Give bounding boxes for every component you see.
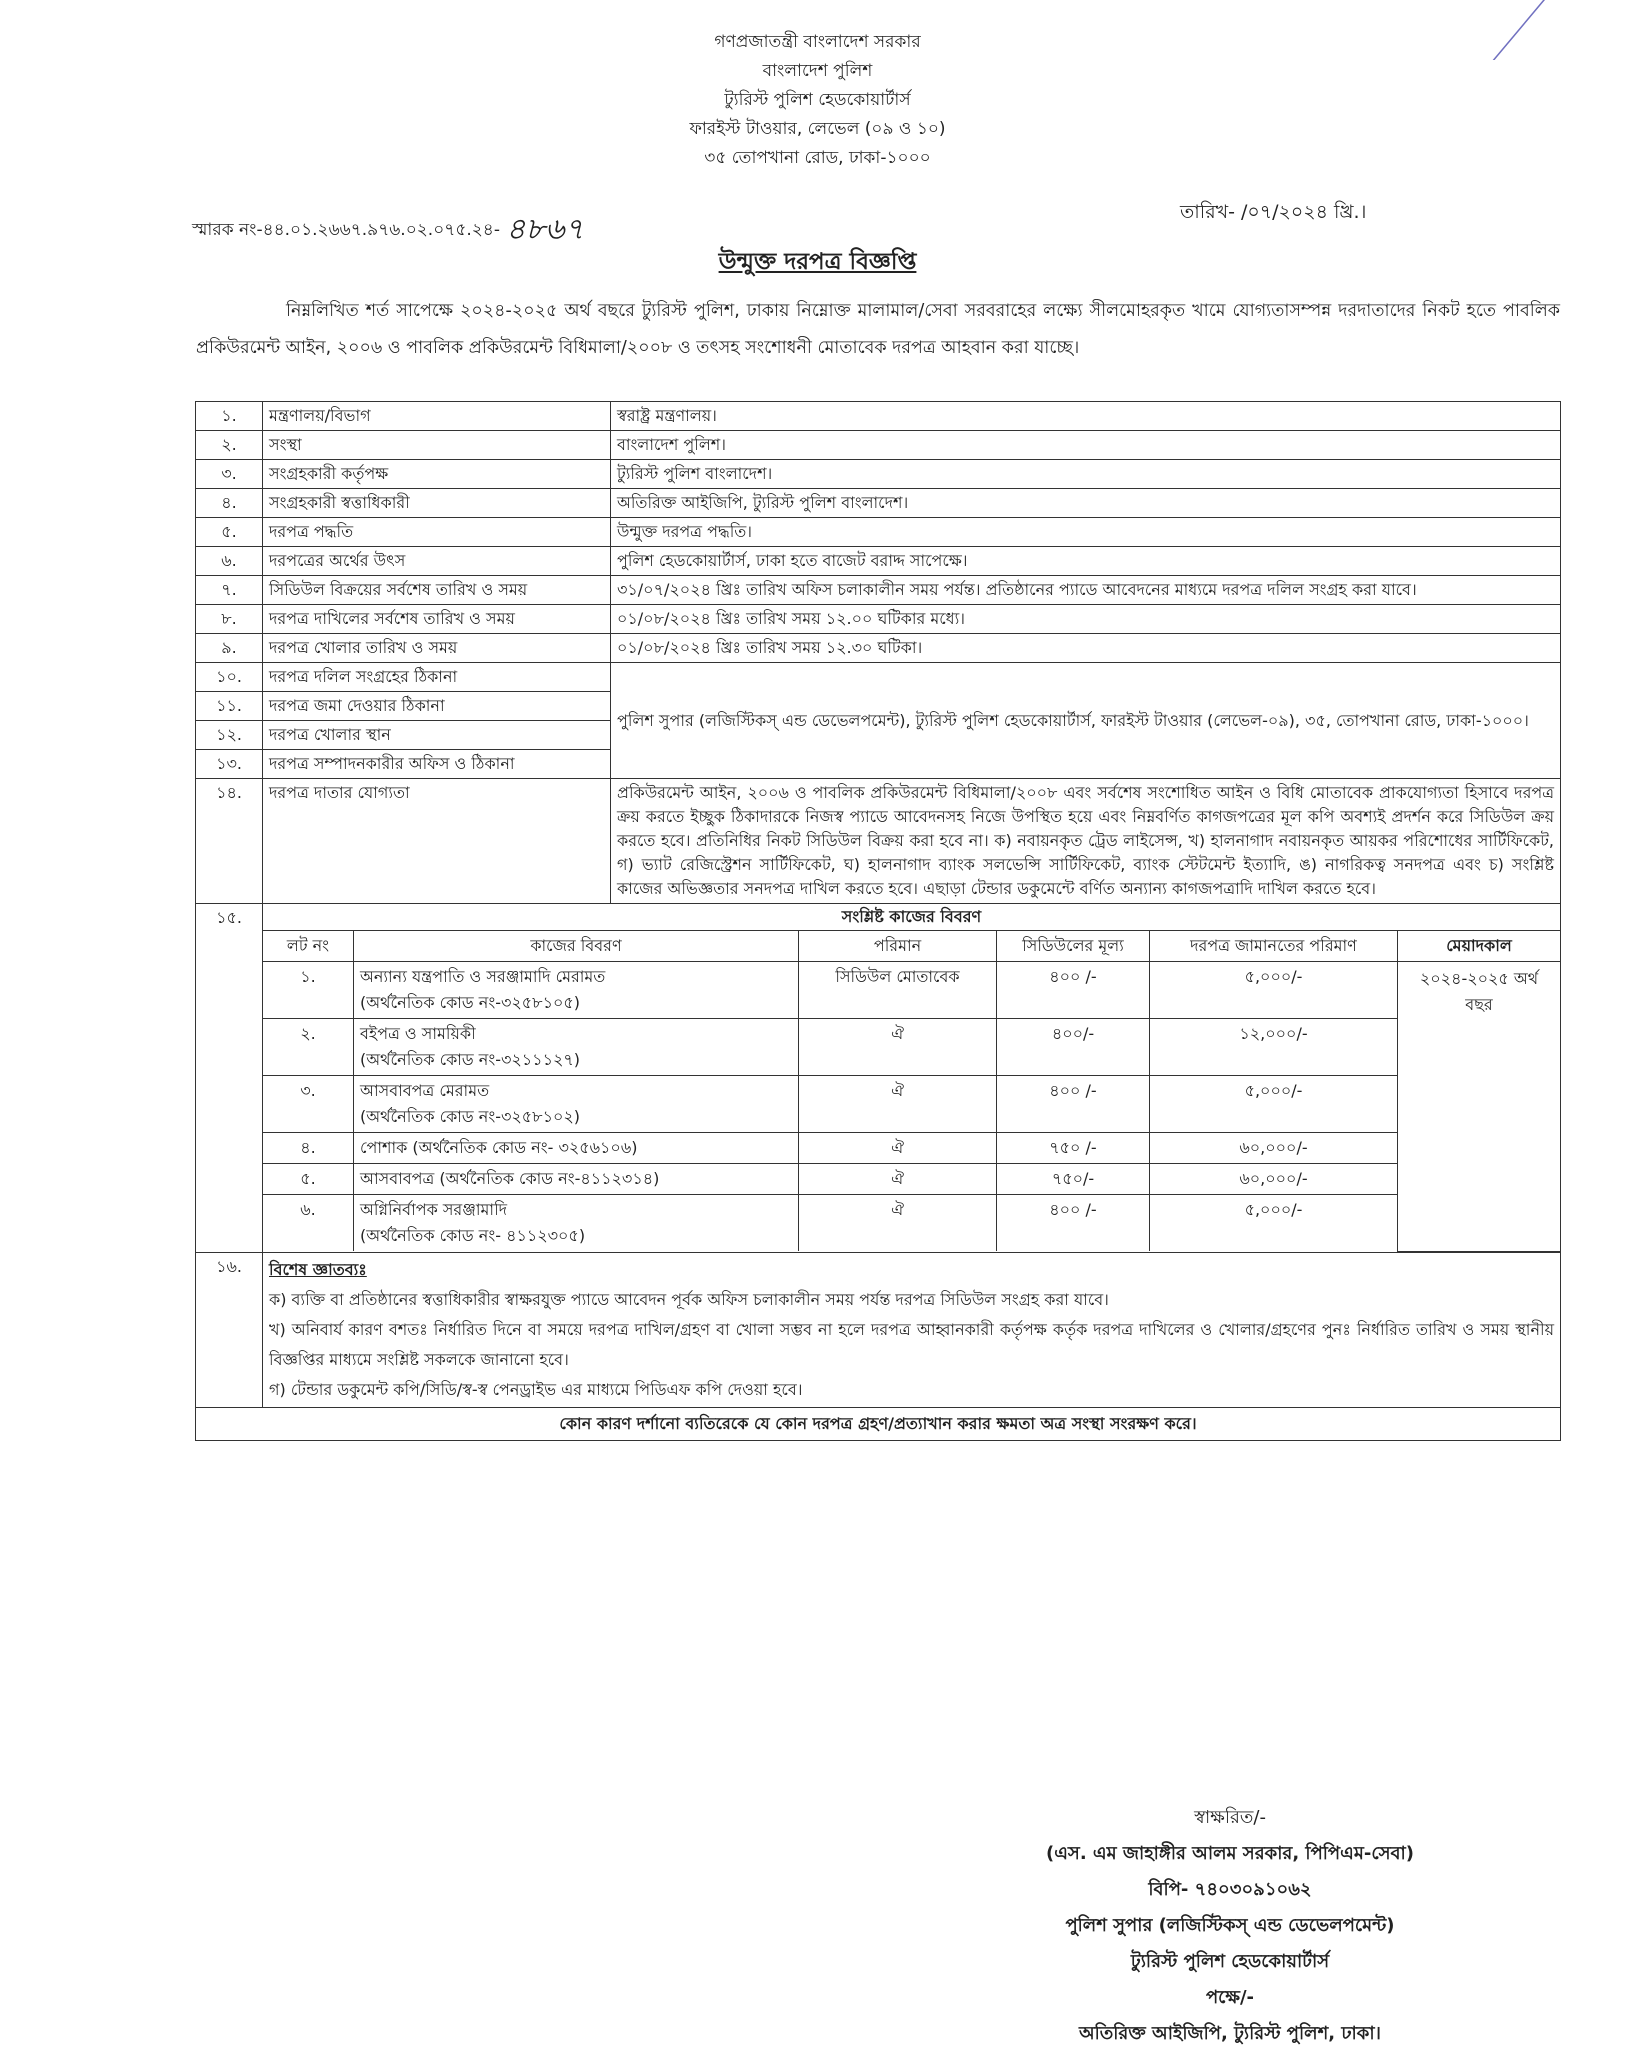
note-item: গ) টেন্ডার ডকুমেন্ট কপি/সিডি/স্ব-স্ব পেনড্রাইভ এর মাধ্যমে পিডিএফ কপি দেওয়া হবে।: [269, 1379, 803, 1399]
lot-schedule-price: ৪০০ /-: [997, 1195, 1150, 1252]
row-label: দরপত্র দাতার যোগ্যতা: [263, 779, 611, 904]
lot-table: [263, 931, 1560, 1252]
lot-economic-code: (অর্থনৈতিক কোড নং-৩২৫৮১০৫): [360, 993, 580, 1012]
on-behalf: পক্ষে/-: [1205, 1987, 1255, 2008]
row-number: ২.: [196, 431, 263, 460]
row-label: দরপত্র দলিল সংগ্রহের ঠিকানা: [263, 663, 611, 692]
row-number: ১৪.: [196, 779, 263, 904]
lot-number: ৫.: [263, 1164, 354, 1195]
row-number: ৭.: [196, 576, 263, 605]
info-row: [196, 402, 1561, 431]
row-number: ৬.: [196, 547, 263, 576]
row-number: ১৩.: [196, 750, 263, 779]
office-address: ৩৫ তোপখানা রোড, ঢাকা-১০০০: [704, 148, 931, 168]
lot-column-header: মেয়াদকাল: [1398, 931, 1561, 962]
info-row: [196, 460, 1561, 489]
row-value: ৩১/০৭/২০২৪ খ্রিঃ তারিখ অফিস চলাকালীন সময় পর্যন্ত। প্রতিষ্ঠানের প্যাডে আবেদনের মাধ্যমে দরপত্র দলিল সংগ্রহ করা যাবে।: [611, 576, 1561, 605]
row-value: ট্যুরিস্ট পুলিশ বাংলাদেশ।: [611, 460, 1561, 489]
lot-number: ৩.: [263, 1076, 354, 1133]
row-value: অতিরিক্ত আইজিপি, ট্যুরিস্ট পুলিশ বাংলাদেশ।: [611, 489, 1561, 518]
dept-name: বাংলাদেশ পুলিশ: [762, 61, 873, 81]
lot-economic-code: (অর্থনৈতিক কোড নং-৩২১১১২৭): [360, 1050, 580, 1069]
lot-description-text: অগ্নিনির্বাপক সরঞ্জামাদি: [360, 1200, 508, 1219]
row-number: ৯.: [196, 634, 263, 663]
lot-row: [263, 1076, 1560, 1133]
footer-note: কোন কারণ দর্শানো ব্যতিরেকে যে কোন দরপত্র গ্রহণ/প্রত্যাখান করার ক্ষমতা অত্র সংস্থা সংরক্ষণ করে।: [196, 1407, 1561, 1440]
lot-schedule-price: ৭৫০/-: [997, 1164, 1150, 1195]
lot-schedule-price: ৪০০/-: [997, 1019, 1150, 1076]
row-label: দরপত্র খোলার স্থান: [263, 721, 611, 750]
row-label: দরপত্র দাখিলের সর্বশেষ তারিখ ও সময়: [263, 605, 611, 634]
lot-description-text: আসবাবপত্র মেরামত: [360, 1081, 490, 1100]
row-value: বাংলাদেশ পুলিশ।: [611, 431, 1561, 460]
info-row: [196, 547, 1561, 576]
row-number: ৮.: [196, 605, 263, 634]
lot-number: ১.: [263, 962, 354, 1019]
notes-row: [196, 1252, 1561, 1407]
row-number: ১০.: [196, 663, 263, 692]
lot-header-row: [263, 931, 1560, 962]
footer-row: [196, 1407, 1561, 1440]
lot-description: [354, 1195, 799, 1252]
memo-date: তারিখ- /০৭/২০২৪ খ্রি.।: [1180, 201, 1367, 223]
lot-description-text: বইপত্র ও সাময়িকী: [360, 1024, 476, 1043]
row-value: ০১/০৮/২০২৪ খ্রিঃ তারিখ সময় ১২.০০ ঘটিকার মধ্যে।: [611, 605, 1561, 634]
row-number: ৪.: [196, 489, 263, 518]
lot-column-header: কাজের বিবরণ: [354, 931, 799, 962]
lot-description-text: আসবাবপত্র (অর্থনৈতিক কোড নং-৪১১২৩১৪): [360, 1169, 660, 1188]
lot-column-header: পরিমান: [799, 931, 997, 962]
tender-info-table: [195, 401, 1561, 1441]
letterhead: [0, 28, 1635, 173]
lot-period: ২০২৪-২০২৫ অর্থ বছর: [1398, 962, 1561, 1252]
lot-row: [263, 1164, 1560, 1195]
lot-column-header: লট নং: [263, 931, 354, 962]
lot-quantity: ঐ: [799, 1019, 997, 1076]
row-value: স্বরাষ্ট্র মন্ত্রণালয়।: [611, 402, 1561, 431]
authority: অতিরিক্ত আইজিপি, ট্যুরিস্ট পুলিশ, ঢাকা।: [1078, 2023, 1381, 2044]
lot-row: [263, 962, 1560, 1019]
lot-description: [354, 1133, 799, 1164]
row-label: দরপত্র পদ্ধতি: [263, 518, 611, 547]
lot-description-text: অন্যান্য যন্ত্রপাতি ও সরঞ্জামাদি মেরামত: [360, 967, 606, 986]
lot-description: [354, 962, 799, 1019]
address-row: [196, 663, 1561, 692]
signatory-office: ট্যুরিস্ট পুলিশ হেডকোয়ার্টার্স: [1130, 1951, 1330, 1972]
lot-description: [354, 1076, 799, 1133]
row-number: ১১.: [196, 692, 263, 721]
govt-name: গণপ্রজাতন্ত্রী বাংলাদেশ সরকার: [714, 32, 921, 52]
row-number: ১.: [196, 402, 263, 431]
notice-title: [0, 243, 1635, 282]
notes-heading: বিশেষ জ্ঞাতব্যঃ: [269, 1259, 367, 1279]
lot-security-amount: ৫,০০০/-: [1150, 1195, 1398, 1252]
notes-cell: [263, 1252, 1561, 1407]
row-label: সংগ্রহকারী স্বত্তাধিকারী: [263, 489, 611, 518]
lot-number: ৪.: [263, 1133, 354, 1164]
lot-description: [354, 1164, 799, 1195]
address-value: পুলিশ সুপার (লজিস্টিকস্ এন্ড ডেভেলপমেন্ট), ট্যুরিস্ট পুলিশ হেডকোয়ার্টার্স, ফারইস্ট টাওয়ার (লেভেল-০৯), ৩৫, তোপখানা রোড, ঢাকা-১০০০।: [611, 663, 1561, 779]
info-row: [196, 576, 1561, 605]
lot-security-amount: ৬০,০০০/-: [1150, 1164, 1398, 1195]
info-row: [196, 605, 1561, 634]
lot-column-header: দরপত্র জামানতের পরিমাণ: [1150, 931, 1398, 962]
lot-security-amount: ৬০,০০০/-: [1150, 1133, 1398, 1164]
eligibility-row: [196, 779, 1561, 904]
lot-column-header: সিডিউলের মূল্য: [997, 931, 1150, 962]
office-name: ট্যুরিস্ট পুলিশ হেডকোয়ার্টার্স: [724, 90, 911, 110]
lot-economic-code: (অর্থনৈতিক কোড নং-৩২৫৮১০২): [360, 1107, 580, 1126]
row-label: দরপত্র খোলার তারিখ ও সময়: [263, 634, 611, 663]
lot-row: [263, 1195, 1560, 1252]
signatory-name: (এস. এম জাহাঙ্গীর আলম সরকার, পিপিএম-সেবা): [1046, 1843, 1414, 1864]
lot-economic-code: (অর্থনৈতিক কোড নং- ৪১১২৩০৫): [360, 1226, 586, 1245]
eligibility-text: প্রকিউরমেন্ট আইন, ২০০৬ ও পাবলিক প্রকিউরমেন্ট বিধিমালা/২০০৮ এবং সর্বশেষ সংশোধিত আইন ও বিধি মোতাবেক প্রাকযোগ্যতা হিসাবে দরপত্র ক্রয় করতে ইচ্ছুক ঠিকাদারকে নিজস্ব প্যাডে আবেদনসহ নিজে উপস্থিত হয়ে এবং নিম্নবর্ণিত কাগজপত্রের মূল কপি অবশ্যই প্রদর্শন করে সিডিউল ক্রয় করতে হবে। প্রতিনিধির নিকট সিডিউল বিক্রয় করা হবে না। ক) নবায়নকৃত ট্রেড লাইসেন্স, খ) হালনাগাদ নবায়নকৃত আয়কর পরিশোধের সার্টিফিকেট, গ) ভ্যাট রেজিস্ট্রেশন সার্টিফিকেট, ঘ) হালনাগাদ ব্যাংক সলভেন্সি সার্টিফিকেট, ব্যাংক স্টেটমেন্ট ইত্যাদি, ঙ) নাগরিকত্ব সনদপত্র এবং চ) সংশ্লিষ্ট কাজের অভিজ্ঞতার সনদপত্র দাখিল করতে হবে। এছাড়া টেন্ডার ডকুমেন্টে বর্ণিত অন্যান্য কাগজপত্রাদি দাখিল করতে হবে।: [611, 779, 1561, 904]
info-row: [196, 634, 1561, 663]
lot-quantity: ঐ: [799, 1195, 997, 1252]
row-number: ১৫.: [196, 904, 263, 1253]
row-number: ৩.: [196, 460, 263, 489]
lot-row: [263, 1019, 1560, 1076]
lot-row: [263, 1133, 1560, 1164]
row-label: সিডিউল বিক্রয়ের সর্বশেষ তারিখ ও সময়: [263, 576, 611, 605]
lot-description-text: পোশাক (অর্থনৈতিক কোড নং- ৩২৫৬১০৬): [360, 1138, 638, 1157]
row-value: পুলিশ হেডকোয়ার্টার্স, ঢাকা হতে বাজেট বরাদ্দ সাপেক্ষে।: [611, 547, 1561, 576]
works-heading: সংশ্লিষ্ট কাজের বিবরণ: [263, 904, 1560, 931]
row-label: সংস্থা: [263, 431, 611, 460]
lot-quantity: ঐ: [799, 1164, 997, 1195]
building-name: ফারইস্ট টাওয়ার, লেভেল (০৯ ও ১০): [689, 119, 946, 139]
lot-description: [354, 1019, 799, 1076]
info-row: [196, 431, 1561, 460]
row-label: মন্ত্রণালয়/বিভাগ: [263, 402, 611, 431]
lot-schedule-price: ৭৫০ /-: [997, 1133, 1150, 1164]
note-item: ক) ব্যক্তি বা প্রতিষ্ঠানের স্বত্তাধিকারীর স্বাক্ষরযুক্ত প্যাডে আবেদন পূর্বক অফিস চলাকালীন সময় পর্যন্ত দরপত্র সিডিউল সংগ্রহ করা যাবে।: [269, 1289, 1109, 1309]
signatory-bp: বিপি- ৭৪০৩০৯১০৬২: [1148, 1879, 1312, 1900]
row-label: দরপত্র জমা দেওয়ার ঠিকানা: [263, 692, 611, 721]
notice-title-text: উন্মুক্ত দরপত্র বিজ্ঞপ্তি: [718, 249, 917, 275]
row-label: দরপত্রের অর্থের উৎস: [263, 547, 611, 576]
intro-paragraph: নিম্নলিখিত শর্ত সাপেক্ষে ২০২৪-২০২৫ অর্থ বছরে ট্যুরিস্ট পুলিশ, ঢাকায় নিম্নোক্ত মালামাল/সেবা সরবরাহের লক্ষ্যে সীলমোহরকৃত খামে যোগ্যতাসম্পন্ন দরদাতাদের নিকট হতে পাবলিক প্রকিউরমেন্ট আইন, ২০০৬ ও পাবলিক প্রকিউরমেন্ট বিধিমালা/২০০৮ ও তৎসহ সংশোধনী মোতাবেক দরপত্র আহবান করা যাচ্ছে।: [196, 301, 1560, 358]
signature-block: [900, 1800, 1560, 2052]
works-cell: [263, 904, 1561, 1253]
lot-security-amount: ৫,০০০/-: [1150, 1076, 1398, 1133]
signatory-designation: পুলিশ সুপার (লজিস্টিকস্ এন্ড ডেভেলপমেন্ট): [1065, 1915, 1395, 1936]
row-label: দরপত্র সম্পাদনকারীর অফিস ও ঠিকানা: [263, 750, 611, 779]
lot-quantity: ঐ: [799, 1076, 997, 1133]
row-label: সংগ্রহকারী কর্তৃপক্ষ: [263, 460, 611, 489]
lot-quantity: ঐ: [799, 1133, 997, 1164]
signed-mark: স্বাক্ষরিত/-: [1194, 1807, 1266, 1828]
lot-security-amount: ১২,০০০/-: [1150, 1019, 1398, 1076]
row-value: উন্মুক্ত দরপত্র পদ্ধতি।: [611, 518, 1561, 547]
memo-handwritten-number: ৪৮৬৭: [505, 212, 584, 247]
info-row: [196, 489, 1561, 518]
lot-security-amount: ৫,০০০/-: [1150, 962, 1398, 1019]
row-number: ১২.: [196, 721, 263, 750]
lot-schedule-price: ৪০০ /-: [997, 962, 1150, 1019]
works-row: [196, 904, 1561, 1253]
row-value: ০১/০৮/২০২৪ খ্রিঃ তারিখ সময় ১২.৩০ ঘটিকা।: [611, 634, 1561, 663]
lot-quantity: সিডিউল মোতাবেক: [799, 962, 997, 1019]
note-item: খ) অনিবার্য কারণ বশতঃ নির্ধারিত দিনে বা সময়ে দরপত্র দাখিল/গ্রহণ বা খোলা সম্ভব না হলে দরপত্র আহ্বানকারী কর্তৃপক্ষ কর্তৃক দরপত্র দাখিলের ও খোলার/গ্রহণের পুনঃ নির্ধারিত তারিখ ও সময় স্থানীয় বিজ্ঞপ্তির মাধ্যমে সংশ্লিষ্ট সকলকে জানানো হবে।: [269, 1319, 1554, 1369]
lot-number: ৬.: [263, 1195, 354, 1252]
lot-schedule-price: ৪০০ /-: [997, 1076, 1150, 1133]
info-row: [196, 518, 1561, 547]
row-number: ১৬.: [196, 1252, 263, 1407]
lot-number: ২.: [263, 1019, 354, 1076]
memo-label: স্মারক নং-৪৪.০১.২৬৬৭.৯৭৬.০২.০৭৫.২৪-: [192, 220, 500, 240]
row-number: ৫.: [196, 518, 263, 547]
